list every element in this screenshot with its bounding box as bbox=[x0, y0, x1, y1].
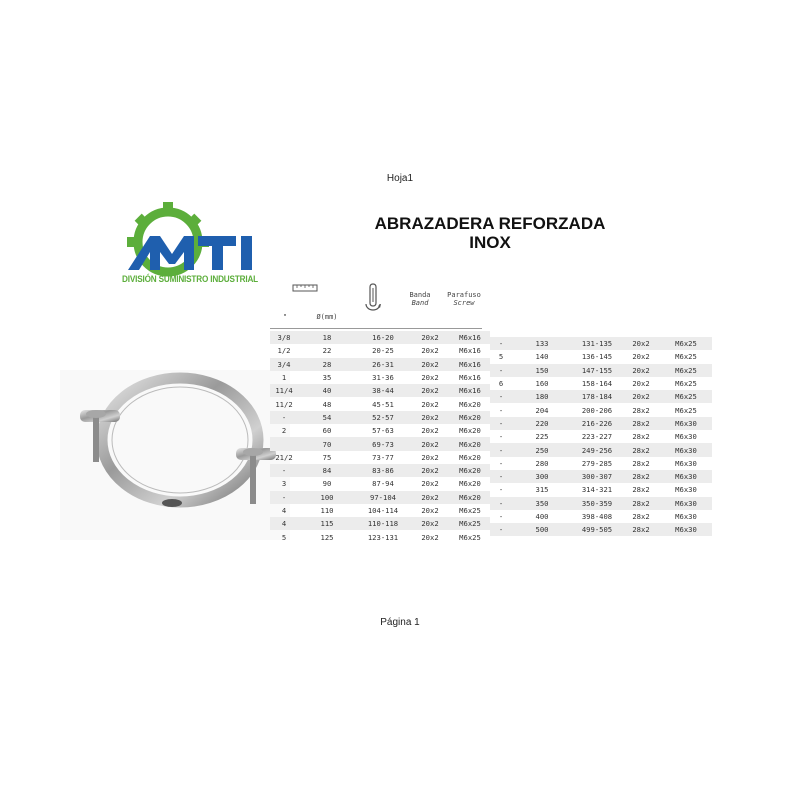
table-cell: 83-86 bbox=[356, 464, 410, 477]
table-cell: 28 bbox=[298, 358, 356, 371]
table-row bbox=[490, 430, 712, 443]
table-cell: M6x20 bbox=[459, 479, 481, 489]
table-cell: 11/2 bbox=[275, 399, 293, 409]
table-cell: M6x25 bbox=[459, 532, 481, 542]
table-cell: 225 bbox=[535, 432, 549, 442]
table-cell: 158-164 bbox=[581, 379, 613, 389]
table-row bbox=[270, 344, 490, 357]
table-cell: 21/2 bbox=[275, 452, 293, 462]
table-cell: M6x16 bbox=[450, 358, 490, 371]
table-cell: 45-51 bbox=[372, 399, 394, 409]
table-cell: 115 bbox=[298, 517, 356, 530]
table-cell: 28x2 bbox=[632, 458, 650, 468]
table-cell: 300-307 bbox=[572, 470, 622, 483]
table-cell: 1/2 bbox=[277, 346, 291, 356]
table-cell: - bbox=[490, 417, 512, 430]
table-cell: 125 bbox=[320, 532, 334, 542]
table-cell: 20x2 bbox=[622, 364, 660, 377]
table-cell: - bbox=[490, 337, 512, 350]
table-cell: 20x2 bbox=[410, 491, 450, 504]
table-cell: - bbox=[490, 443, 512, 456]
table-cell: 28x2 bbox=[622, 417, 660, 430]
table-cell: 110 bbox=[320, 506, 334, 515]
header-band-en: Band bbox=[411, 299, 429, 307]
table-row bbox=[490, 364, 712, 377]
table-cell: 70 bbox=[298, 437, 356, 450]
table-cell: M6x25 bbox=[660, 337, 712, 350]
table-cell: 350-359 bbox=[572, 497, 622, 510]
table-cell: 104-114 bbox=[367, 506, 399, 515]
table-cell: 6 bbox=[498, 379, 504, 389]
table-cell: M6x20 bbox=[459, 399, 481, 409]
table-cell: 4 bbox=[270, 517, 298, 530]
header-screw bbox=[442, 291, 486, 307]
table-row bbox=[490, 457, 712, 470]
table-cell: - bbox=[270, 464, 298, 477]
table-cell: 131-135 bbox=[572, 337, 622, 350]
table-cell: 20x2 bbox=[410, 437, 450, 450]
table-cell: M6x25 bbox=[675, 405, 697, 415]
table-cell: 28x2 bbox=[622, 443, 660, 456]
table-cell bbox=[270, 437, 298, 450]
table-row bbox=[490, 403, 712, 416]
table-cell: 123-131 bbox=[367, 532, 399, 542]
table-cell: 223-227 bbox=[581, 432, 613, 442]
table-cell: M6x30 bbox=[675, 485, 697, 495]
table-cell: M6x30 bbox=[675, 432, 697, 442]
table-cell: 31-36 bbox=[372, 373, 394, 383]
table-cell: 20x2 bbox=[410, 464, 450, 477]
table-cell: 73-77 bbox=[372, 452, 394, 462]
table-cell: 20x2 bbox=[421, 506, 439, 515]
table-cell: 20x2 bbox=[421, 426, 439, 436]
header-divider bbox=[270, 328, 482, 329]
table-cell: - bbox=[490, 523, 512, 536]
table-cell: 500 bbox=[512, 523, 572, 536]
table-cell: M6x30 bbox=[660, 417, 712, 430]
table-row bbox=[490, 443, 712, 456]
table-row bbox=[270, 331, 490, 344]
table-row bbox=[490, 510, 712, 523]
table-cell: 499-505 bbox=[572, 523, 622, 536]
table-cell: 20x2 bbox=[622, 390, 660, 403]
table-cell: 216-226 bbox=[572, 417, 622, 430]
table-cell: 28x2 bbox=[632, 485, 650, 495]
table-cell: 20x2 bbox=[421, 373, 439, 383]
table-cell: 48 bbox=[322, 399, 332, 409]
table-cell: - bbox=[490, 390, 512, 403]
table-cell: - bbox=[498, 512, 504, 521]
table-cell: 3/4 bbox=[270, 358, 298, 371]
spec-table-left bbox=[270, 331, 490, 544]
table-row bbox=[270, 358, 490, 371]
table-cell: 90 bbox=[322, 479, 332, 489]
sheet-title: Hoja1 bbox=[386, 173, 414, 184]
table-cell: M6x16 bbox=[459, 346, 481, 356]
table-cell: 11/4 bbox=[270, 384, 298, 397]
table-cell: 20x2 bbox=[632, 352, 650, 362]
header-diameter: Ø(mm) bbox=[316, 313, 338, 321]
table-cell: M6x16 bbox=[450, 331, 490, 344]
table-cell: M6x20 bbox=[450, 437, 490, 450]
table-cell: 69-73 bbox=[356, 437, 410, 450]
table-cell: 250 bbox=[512, 443, 572, 456]
table-cell: M6x16 bbox=[450, 384, 490, 397]
table-cell: 18 bbox=[298, 331, 356, 344]
table-cell: 20x2 bbox=[622, 337, 660, 350]
table-cell: 20x2 bbox=[421, 346, 439, 356]
table-cell: 22 bbox=[322, 346, 332, 356]
table-cell: 20x2 bbox=[421, 479, 439, 489]
table-cell: 180 bbox=[512, 390, 572, 403]
table-row bbox=[270, 437, 490, 450]
table-cell: - bbox=[490, 364, 512, 377]
ruler-icon bbox=[292, 283, 318, 293]
table-cell: 5 bbox=[281, 532, 287, 542]
table-cell: 300 bbox=[512, 470, 572, 483]
table-cell: 160 bbox=[535, 379, 549, 389]
table-cell: M6x25 bbox=[660, 390, 712, 403]
title-line-2: INOX bbox=[469, 233, 511, 252]
table-cell: M6x25 bbox=[675, 352, 697, 362]
table-row bbox=[270, 384, 490, 397]
table-row bbox=[270, 530, 490, 543]
table-cell: 350 bbox=[512, 497, 572, 510]
table-row bbox=[270, 424, 490, 437]
table-cell: M6x30 bbox=[660, 523, 712, 536]
table-cell: 140 bbox=[535, 352, 549, 362]
clamp-product-image bbox=[60, 370, 290, 540]
table-cell: 4 bbox=[281, 506, 287, 515]
screw-icon bbox=[362, 282, 384, 318]
table-cell: 60 bbox=[322, 426, 332, 436]
spec-table-right bbox=[490, 337, 712, 536]
table-cell: M6x20 bbox=[450, 411, 490, 424]
table-cell: M6x16 bbox=[459, 373, 481, 383]
table-cell: 20-25 bbox=[372, 346, 394, 356]
table-cell: 28x2 bbox=[622, 497, 660, 510]
table-cell: 40 bbox=[298, 384, 356, 397]
table-cell: 150 bbox=[512, 364, 572, 377]
table-row bbox=[270, 411, 490, 424]
table-cell: M6x30 bbox=[660, 443, 712, 456]
table-row bbox=[270, 464, 490, 477]
table-row bbox=[490, 390, 712, 403]
table-cell: 38-44 bbox=[356, 384, 410, 397]
header-screw-label: Parafuso bbox=[447, 291, 481, 299]
table-row bbox=[270, 477, 490, 490]
table-row bbox=[490, 350, 712, 363]
table-cell: 204 bbox=[535, 405, 549, 415]
table-row bbox=[270, 397, 490, 410]
table-cell: 280 bbox=[535, 458, 549, 468]
logo-subtitle: DIVISIÓN SUMINISTRO INDUSTRIAL bbox=[122, 274, 259, 285]
header-band bbox=[400, 291, 440, 307]
table-cell: 315 bbox=[535, 485, 549, 495]
table-cell: M6x30 bbox=[660, 470, 712, 483]
table-cell: 200-206 bbox=[581, 405, 613, 415]
table-cell: M6x25 bbox=[675, 379, 697, 389]
table-cell: 26-31 bbox=[356, 358, 410, 371]
table-cell: 147-155 bbox=[572, 364, 622, 377]
table-cell: 110-118 bbox=[356, 517, 410, 530]
table-cell: 28x2 bbox=[622, 470, 660, 483]
table-row bbox=[490, 470, 712, 483]
table-cell: M6x20 bbox=[450, 464, 490, 477]
table-cell: 97-104 bbox=[356, 491, 410, 504]
title-line-1: ABRAZADERA REFORZADA bbox=[374, 214, 606, 233]
table-cell: 314-321 bbox=[581, 485, 613, 495]
table-row bbox=[270, 451, 490, 464]
table-cell: 178-184 bbox=[572, 390, 622, 403]
table-cell: 3/8 bbox=[270, 331, 298, 344]
table-cell: - bbox=[270, 491, 298, 504]
table-cell: 35 bbox=[322, 373, 332, 383]
table-cell: - bbox=[498, 432, 504, 442]
table-cell: 398-408 bbox=[581, 512, 613, 521]
table-cell: 20x2 bbox=[410, 331, 450, 344]
table-cell: - bbox=[498, 485, 504, 495]
table-cell: 20x2 bbox=[410, 384, 450, 397]
table-cell: 249-256 bbox=[572, 443, 622, 456]
table-row bbox=[490, 497, 712, 510]
table-cell: M6x25 bbox=[660, 364, 712, 377]
table-row bbox=[270, 491, 490, 504]
table-row bbox=[270, 517, 490, 530]
page-footer: Página 1 bbox=[380, 617, 420, 628]
table-cell: 84 bbox=[298, 464, 356, 477]
table-cell: M6x30 bbox=[660, 497, 712, 510]
table-cell: 3 bbox=[281, 479, 287, 489]
table-cell: 28x2 bbox=[632, 405, 650, 415]
table-cell: M6x30 bbox=[675, 512, 697, 521]
table-cell: - bbox=[270, 411, 298, 424]
table-cell: 57-63 bbox=[372, 426, 394, 436]
table-cell: 100 bbox=[298, 491, 356, 504]
table-cell: M6x20 bbox=[459, 452, 481, 462]
header-inch: " bbox=[282, 313, 288, 321]
table-cell: 20x2 bbox=[632, 379, 650, 389]
table-cell: 133 bbox=[512, 337, 572, 350]
table-cell: 400 bbox=[535, 512, 549, 521]
table-cell: 20x2 bbox=[421, 532, 439, 542]
table-row bbox=[490, 417, 712, 430]
table-cell: - bbox=[498, 405, 504, 415]
table-row bbox=[490, 337, 712, 350]
table-cell: M6x20 bbox=[459, 426, 481, 436]
table-cell: - bbox=[498, 458, 504, 468]
table-cell: 20x2 bbox=[421, 399, 439, 409]
table-cell: 220 bbox=[512, 417, 572, 430]
header-screw-en: Screw bbox=[453, 299, 475, 307]
table-row bbox=[490, 523, 712, 536]
table-cell: - bbox=[490, 470, 512, 483]
table-cell: 28x2 bbox=[632, 512, 650, 521]
table-cell: M6x25 bbox=[450, 517, 490, 530]
table-row bbox=[270, 504, 490, 517]
table-cell: M6x30 bbox=[675, 458, 697, 468]
table-cell: 54 bbox=[298, 411, 356, 424]
table-cell: 87-94 bbox=[372, 479, 394, 489]
table-cell: 20x2 bbox=[421, 452, 439, 462]
table-cell: 52-57 bbox=[356, 411, 410, 424]
table-cell: 279-285 bbox=[581, 458, 613, 468]
document-title bbox=[340, 214, 640, 252]
header-band-label: Banda bbox=[409, 291, 431, 299]
table-cell: 16-20 bbox=[356, 331, 410, 344]
table-cell: 28x2 bbox=[632, 432, 650, 442]
table-row bbox=[490, 377, 712, 390]
table-cell: 75 bbox=[322, 452, 332, 462]
table-row bbox=[490, 483, 712, 496]
table-cell: 20x2 bbox=[410, 517, 450, 530]
table-cell: 136-145 bbox=[581, 352, 613, 362]
table-cell: M6x20 bbox=[450, 491, 490, 504]
table-cell: - bbox=[490, 497, 512, 510]
table-cell: 28x2 bbox=[622, 523, 660, 536]
table-cell: 20x2 bbox=[410, 411, 450, 424]
table-cell: 2 bbox=[281, 426, 287, 436]
table-cell: M6x25 bbox=[459, 506, 481, 515]
table-cell: 5 bbox=[498, 352, 504, 362]
table-cell: 20x2 bbox=[410, 358, 450, 371]
table-row bbox=[270, 371, 490, 384]
table-cell: 1 bbox=[281, 373, 287, 383]
